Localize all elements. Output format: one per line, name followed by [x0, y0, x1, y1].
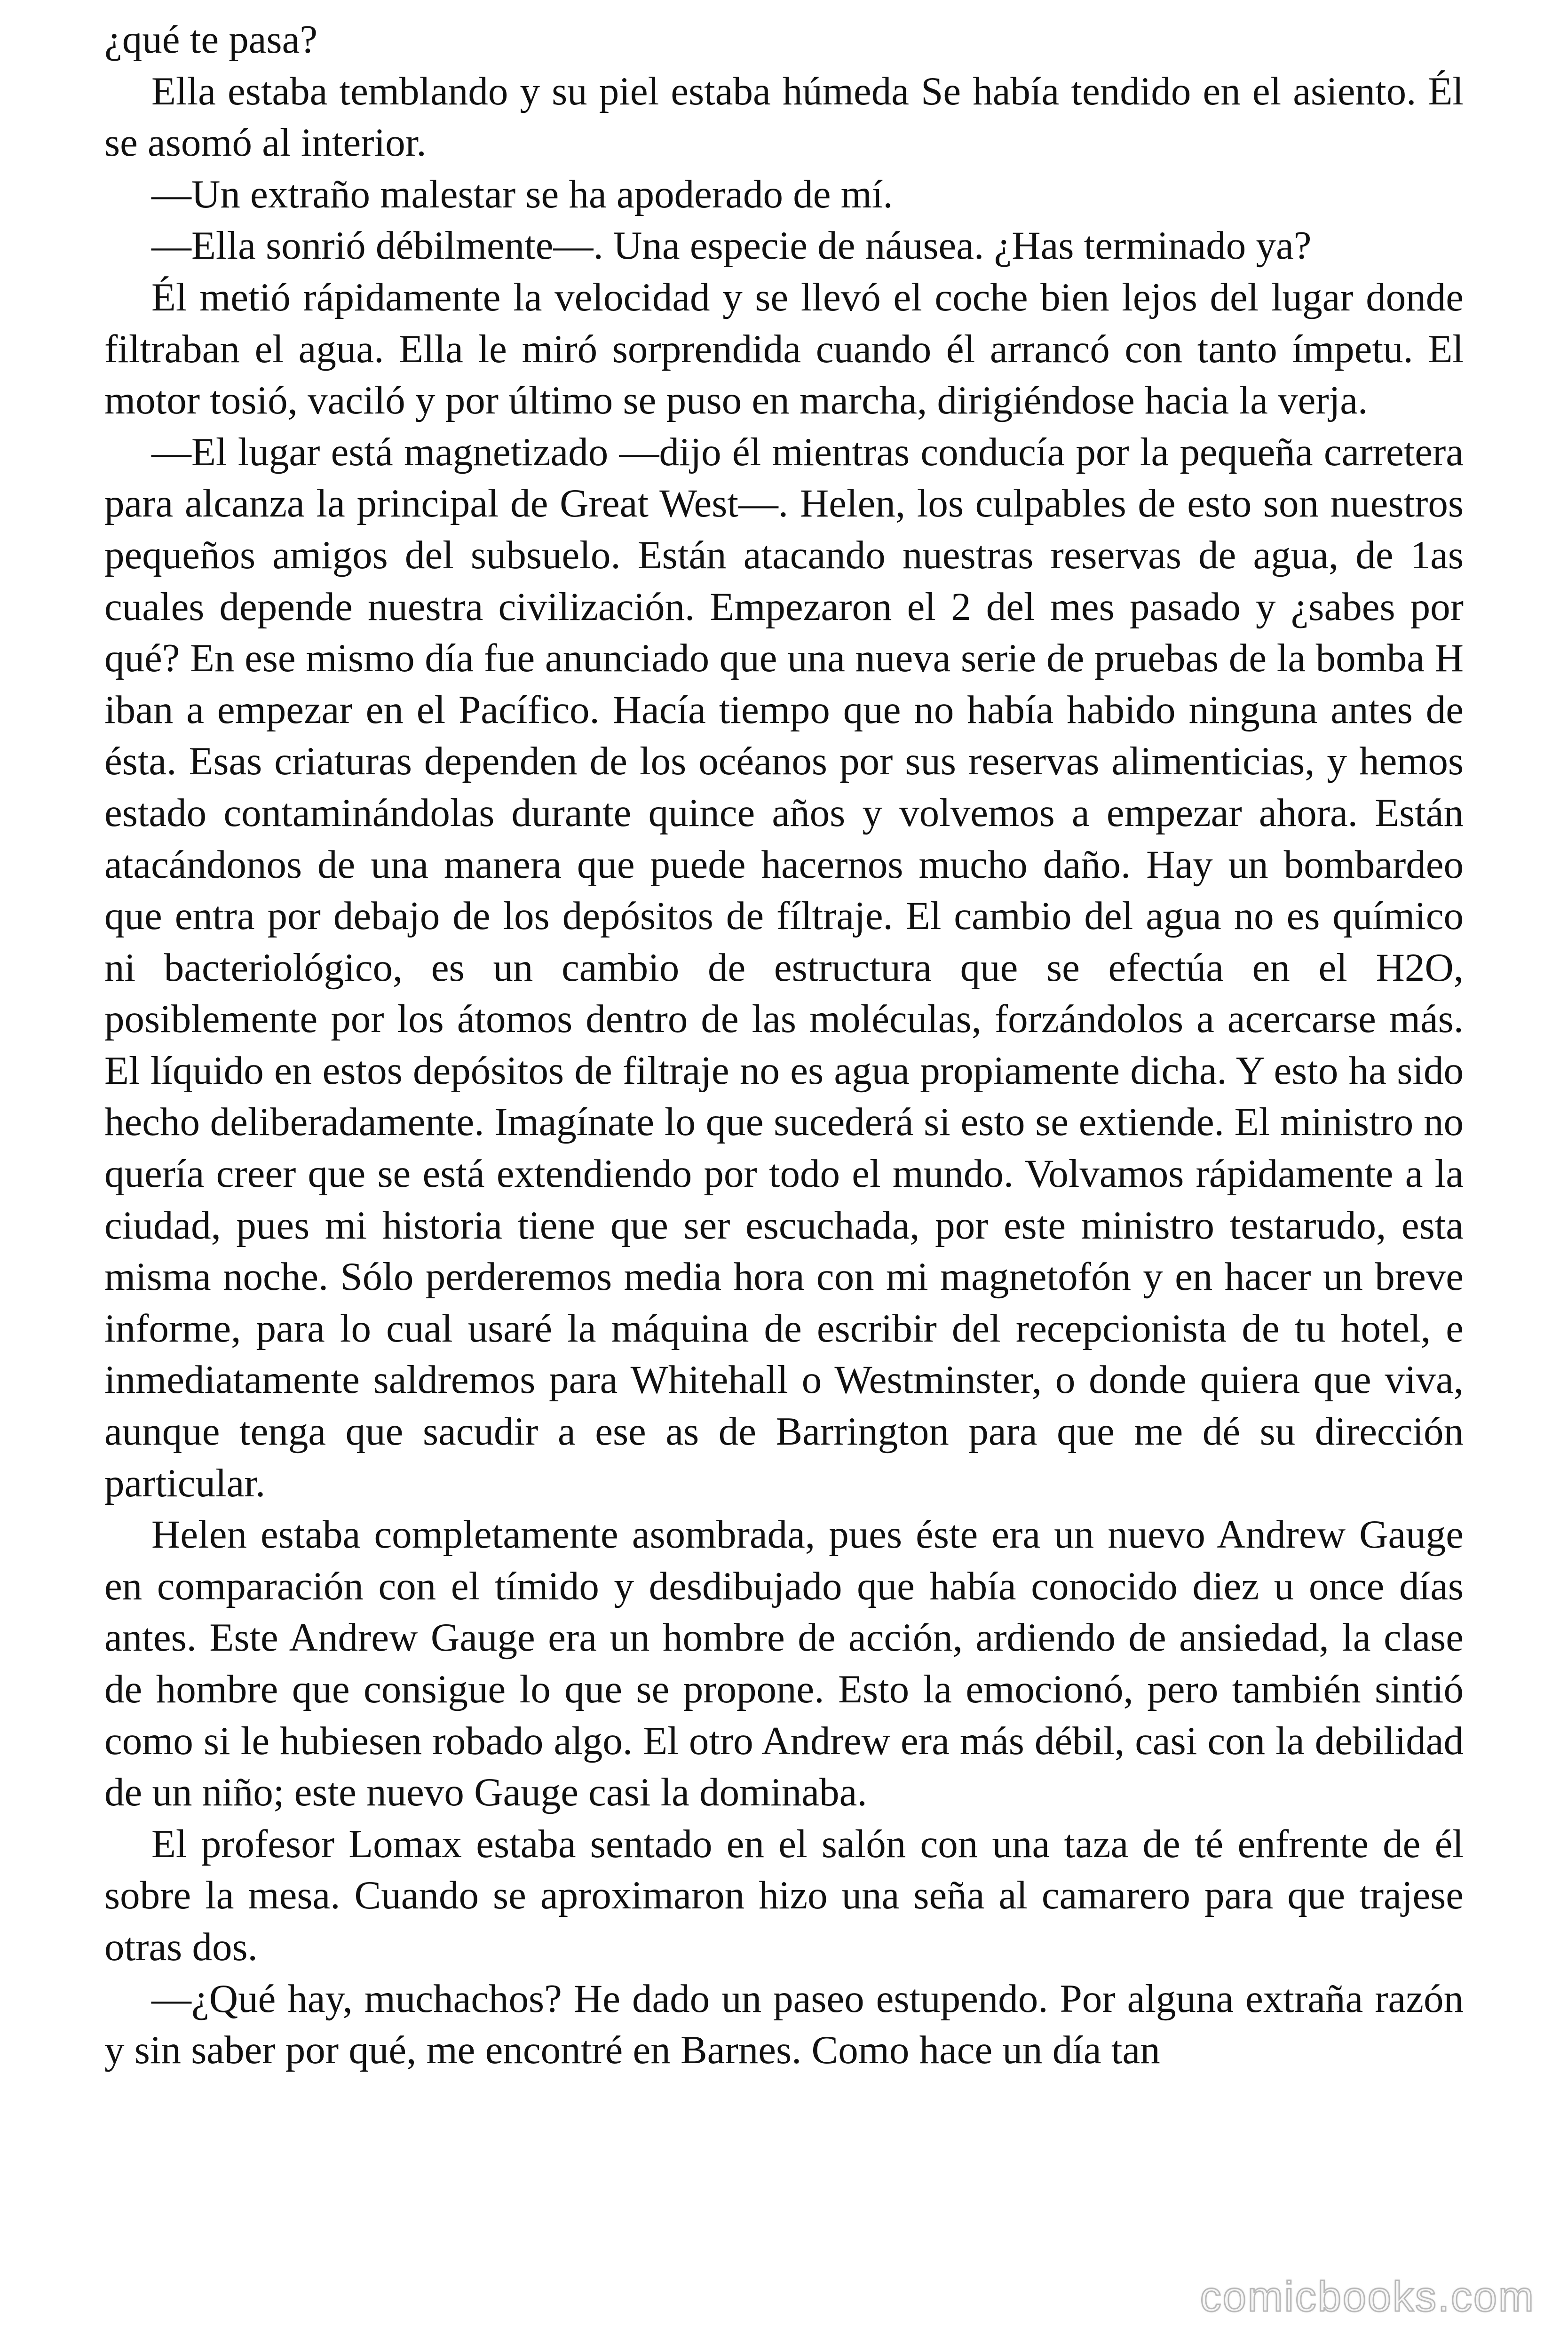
paragraph: —Ella sonrió débilmente—. Una especie de náusea. ¿Has terminado ya?: [151, 223, 1312, 268]
paragraph: ¿qué te pasa?: [104, 17, 318, 62]
paragraph: Ella estaba temblando y su piel estaba húmeda Se había tendido en el asiento. Él se asomó al interior.: [104, 69, 1464, 165]
paragraph: —Un extraño malestar se ha apoderado de mí.: [151, 172, 893, 216]
paragraph: —El lugar está magnetizado —dijo él mientras conducía por la pequeña carretera para alcanza la principal de Great West—. Helen, los culpables de esto son nuestros pequeños amigos del subsuelo. Están atacando nuestras reservas de agua, de 1as cuales depende nuestra civilización. Empezaron el 2 del mes pasado y ¿sabes por qué? En ese mismo día fue anunciado que una nueva serie de pruebas de la bomba H iban a empezar en el Pacífico. Hacía tiempo que no había habido ninguna antes de ésta. Esas criaturas dependen de los océanos por sus reservas alimenticias, y hemos estado contaminándolas durante quince años y volvemos a empezar ahora. Están atacándonos de una manera que puede hacernos mucho daño. Hay un bombardeo que entra por debajo de los depósitos de fíltraje. El cambio del agua no es químico ni bacteriológico, es un cambio de estructura que se efectúa en el H2O, posiblemente por los átomos dentro de las moléculas, forzándolos a acercarse más. El líquido en estos depósitos de filtraje no es agua propiamente dicha. Y esto ha sido hecho deliberadamente. Imagínate lo que sucederá si esto se extiende. El ministro no quería creer que se está extendiendo por todo el mundo. Volvamos rápidamente a la ciudad, pues mi historia tiene que ser escuchada, por este ministro testarudo, esta misma noche. Sólo perderemos media hora con mi magnetofón y en hacer un breve informe, para lo cual usaré la máquina de escribir del recepcionista de tu hotel, e inmediatamente saldremos para Whitehall o Westminster, o donde quiera que viva, aunque tenga que sacudir a ese as de Barrington para que me dé su dirección particular.: [104, 429, 1464, 1505]
paragraph: El profesor Lomax estaba sentado en el salón con una taza de té enfrente de él sobre la mesa. Cuando se aproximaron hizo una seña al camarero para que trajese otras dos.: [104, 1821, 1464, 1969]
paragraph: Helen estaba completamente asombrada, pues éste era un nuevo Andrew Gauge en comparación con el tímido y desdibujado que había conocido diez u once días antes. Este Andrew Gauge era un hombre de acción, ardiendo de ansiedad, la clase de hombre que consigue lo que se propone. Esto la emocionó, pero también sintió como si le hubiesen robado algo. El otro Andrew era más débil, casi con la debilidad de un niño; este nuevo Gauge casi la dominaba.: [104, 1512, 1464, 1815]
page-text: [104, 14, 1464, 2338]
paragraph: Él metió rápidamente la velocidad y se llevó el coche bien lejos del lugar donde filtraban el agua. Ella le miró sorprendida cuando él arrancó con tanto ímpetu. El motor tosió, vaciló y por último se puso en marcha, dirigiéndose hacia la verja.: [104, 275, 1464, 423]
watermark: comicbooks.com: [1200, 2273, 1535, 2320]
paragraph: —¿Qué hay, muchachos? He dado un paseo estupendo. Por alguna extraña razón y sin saber por qué, me encontré en Barnes. Como hace un día tan: [104, 1976, 1464, 2073]
